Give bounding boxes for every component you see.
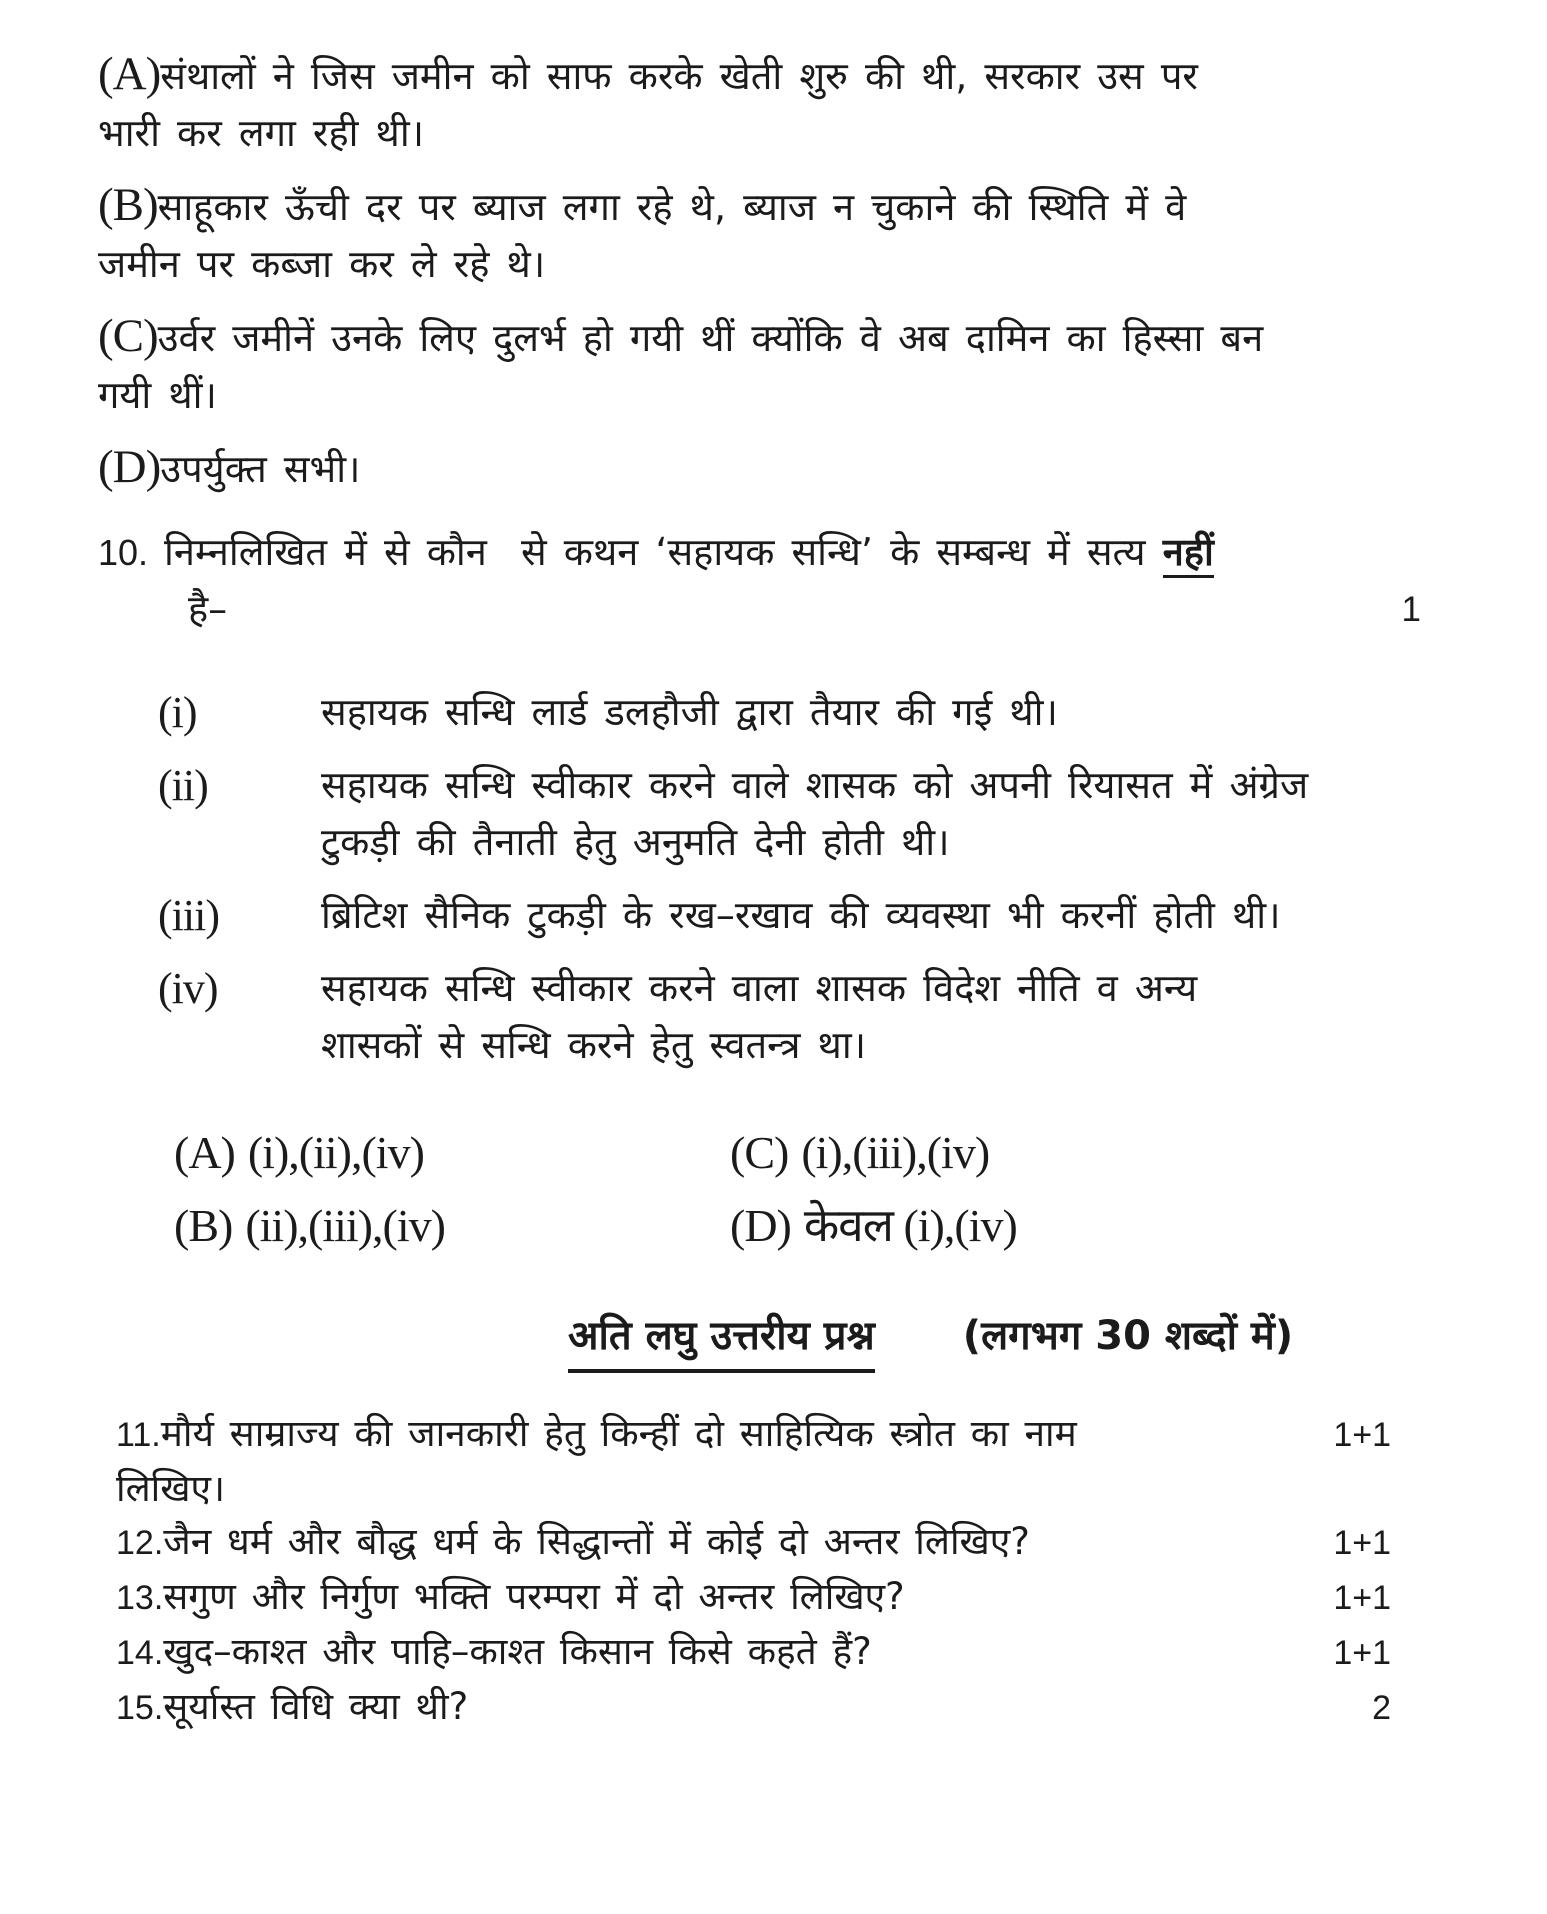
answer-choice-a — [174, 1124, 730, 1181]
statement-line: सहायक सन्धि स्वीकार करने वाले शासक को अपनी रियासत में अंग्रेज — [321, 763, 1309, 807]
answer-choice-b — [174, 1197, 730, 1254]
answer-choice-d — [730, 1197, 1449, 1254]
option-label: (D) — [98, 441, 161, 493]
mcq-option-line — [98, 439, 1449, 498]
question-number: 10. — [98, 532, 149, 573]
question-text: सूर्यास्त विधि क्या थी? — [163, 1685, 469, 1728]
marks-value: 2 — [1372, 1689, 1391, 1727]
mcq-options-block — [98, 46, 1449, 498]
question-10-line2 — [188, 581, 1449, 638]
question-10-text — [98, 524, 1449, 581]
mcq-option-a — [98, 46, 1449, 162]
option-text-continued: जमीन पर कब्जा कर ले रहे थे। — [98, 242, 546, 286]
question-number: 11. — [116, 1416, 161, 1454]
answer-choices-grid — [174, 1124, 1449, 1254]
question-row — [116, 1515, 1449, 1570]
question-number: 13. — [116, 1579, 164, 1617]
option-text: साहूकार ऊँची दर पर ब्याज लगा रहे थे, ब्याज न चुकाने की स्थिति में वे — [157, 185, 1187, 229]
answer-label: (C) — [730, 1127, 789, 1178]
section-heading-title: अति लघु उत्तरीय प्रश्न — [568, 1308, 875, 1373]
question-11 — [116, 1407, 1449, 1515]
statement-iv — [158, 960, 1449, 1074]
statement-list — [158, 684, 1449, 1074]
question-text: सगुण और निर्गुण भक्ति परम्परा में दो अन्तर लिखिए? — [163, 1575, 905, 1618]
answer-value: (ii),(iii),(iv) — [245, 1200, 445, 1251]
marks-value: 1 — [1401, 590, 1421, 629]
question-text-continued: है– — [188, 587, 228, 631]
answer-label: (B) — [174, 1200, 233, 1251]
question-number: 14. — [116, 1634, 164, 1672]
mcq-option-b — [98, 177, 1449, 293]
statement-text — [321, 960, 1449, 1074]
mcq-option-line — [98, 177, 1449, 236]
question-text: मौर्य साम्राज्य की जानकारी हेतु किन्हीं दो साहित्यिक स्त्रोत का नाम — [160, 1412, 1077, 1455]
question-text-continued: लिखिए। — [116, 1467, 226, 1510]
question-number: 15. — [116, 1689, 164, 1727]
statement-iii — [158, 887, 1449, 944]
statement-i — [158, 684, 1449, 741]
statement-ii — [158, 757, 1449, 871]
option-label: (B) — [98, 179, 158, 231]
answer-value: (i),(iii),(iv) — [801, 1127, 990, 1178]
question-text: जैन धर्म और बौद्ध धर्म के सिद्धान्तों में कोई दो अन्तर लिखिए? — [163, 1520, 1030, 1563]
mcq-option-line — [98, 46, 1449, 105]
answer-label: (D) — [730, 1200, 791, 1251]
marks-value: 1+1 — [1333, 1579, 1391, 1617]
question-text: खुद–काश्त और पाहि–काश्त किसान किसे कहते हैं? — [163, 1630, 872, 1673]
option-label: (A) — [98, 48, 161, 100]
statement-line: शासकों से सन्धि करने हेतु स्वतन्त्र था। — [321, 1023, 867, 1067]
statement-text — [321, 684, 1449, 741]
answer-value: (i),(ii),(iv) — [247, 1127, 424, 1178]
question-row — [116, 1407, 1449, 1462]
statement-text — [321, 757, 1449, 871]
section-heading — [568, 1308, 1449, 1373]
mcq-option-d — [98, 439, 1449, 498]
statement-line: सहायक सन्धि स्वीकार करने वाला शासक विदेश नीति व अन्य — [321, 966, 1198, 1010]
mcq-option-c — [98, 308, 1449, 424]
question-text-plain: निम्नलिखित में से कौन से कथन ‘सहायक सन्धि’ के सम्बन्ध में सत्य — [164, 530, 1163, 574]
question-text — [164, 524, 1214, 581]
option-label: (C) — [98, 310, 158, 362]
question-row — [116, 1570, 1449, 1625]
statement-label: (ii) — [158, 761, 208, 810]
option-text: संथालों ने जिस जमीन को साफ करके खेती शुरु की थी, सरकार उस पर — [160, 54, 1198, 98]
question-text-emphasis: नहीं — [1163, 530, 1214, 578]
question-13 — [116, 1570, 1449, 1625]
marks-value: 1+1 — [1333, 1524, 1391, 1562]
question-14 — [116, 1625, 1449, 1680]
question-number: 12. — [116, 1524, 164, 1562]
statement-label: (iii) — [158, 891, 219, 940]
section-heading-note: (लगभग 30 शब्दों में) — [962, 1313, 1294, 1359]
statement-label: (iv) — [158, 964, 218, 1013]
answer-value: केवल (i),(iv) — [803, 1200, 1017, 1251]
option-text: उर्वर जमीनें उनके लिए दुलर्भ हो गयी थीं क्योंकि वे अब दामिन का हिस्सा बन — [157, 316, 1264, 360]
short-questions-block — [116, 1407, 1449, 1735]
statement-label: (i) — [158, 688, 197, 737]
marks-value: 1+1 — [1333, 1416, 1391, 1454]
statement-line: टुकड़ी की तैनाती हेतु अनुमति देनी होती थी। — [321, 820, 950, 864]
marks-value: 1+1 — [1333, 1634, 1391, 1672]
question-row — [116, 1680, 1449, 1735]
answer-label: (A) — [174, 1127, 235, 1178]
statement-text — [321, 887, 1449, 944]
option-text-continued: गयी थीं। — [98, 373, 217, 417]
mcq-option-line — [98, 308, 1449, 367]
answer-choice-c — [730, 1124, 1449, 1181]
question-10 — [98, 524, 1449, 1254]
question-15 — [116, 1680, 1449, 1735]
question-row — [116, 1625, 1449, 1680]
question-12 — [116, 1515, 1449, 1570]
option-text: उपर्युक्त सभी। — [160, 447, 361, 491]
statement-line: सहायक सन्धि लार्ड डलहौजी द्वारा तैयार की गई थी। — [321, 690, 1058, 734]
option-text-continued: भारी कर लगा रही थी। — [98, 111, 425, 155]
statement-line: ब्रिटिश सैनिक टुकड़ी के रख–रखाव की व्यवस्था भी करनीं होती थी। — [321, 893, 1281, 937]
